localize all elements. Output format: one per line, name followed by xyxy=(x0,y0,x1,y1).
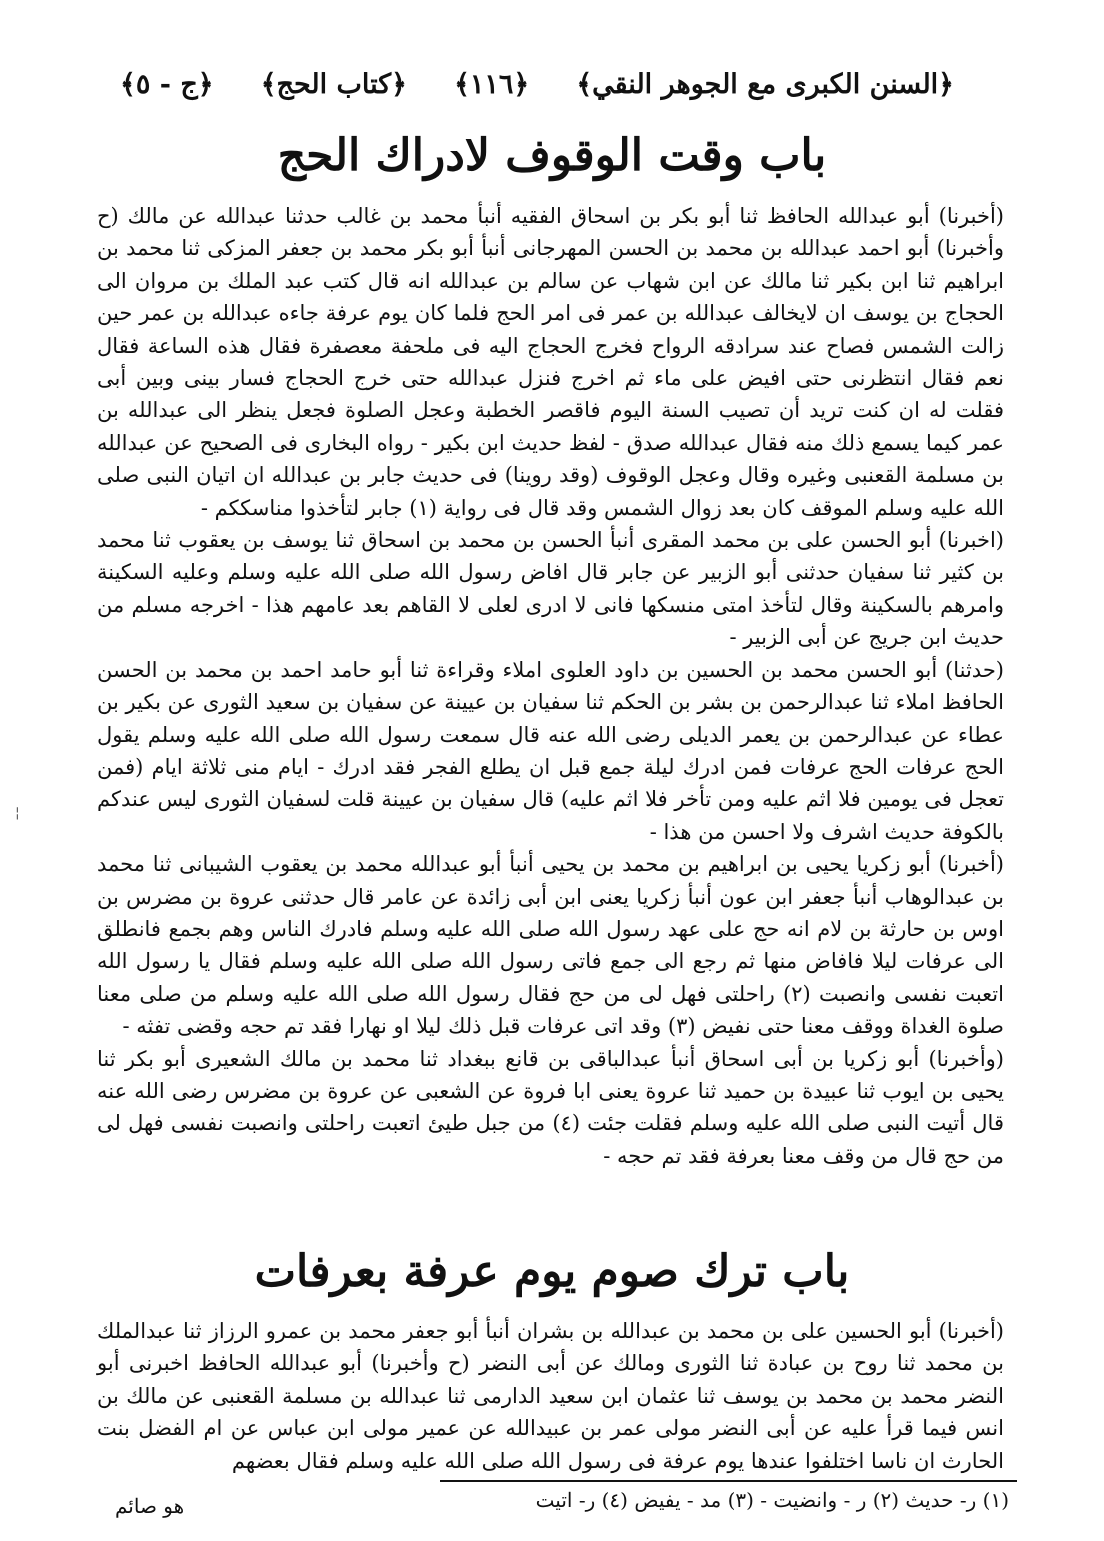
catchword: هو صائم xyxy=(115,1494,185,1518)
paragraph: (اخبرنا) أبو الحسن على بن محمد المقرى أنبأ الحسن بن محمد بن اسحاق ثنا يوسف بن يعقوب ثنا محمد بن كثير ثنا سفيان حدثنى أبو الزبير عن جابر قال افاض رسول الله صلى الله عليه وسلم وعليه السكينة وامرهم بالسكينة وقال لتأخذ امتى منسكها فانى لا ادرى لعلى لا القاهم بعد عامهم هذا - اخرجه مسلم من حديث ابن جريج عن أبى الزبير - xyxy=(97,528,1005,650)
margin-mark: ¦ xyxy=(15,805,20,821)
section-body xyxy=(97,1315,1004,1477)
paragraph: (أخبرنا) أبو الحسين على بن محمد بن عبدالله بن بشران أنبأ أبو جعفر محمد بن عمرو الرزاز ثنا عبدالملك بن محمد ثنا روح بن عبادة ثنا الثورى ومالك عن أبى النضر (ح وأخبرنا) أبو عبدالله الحافظ اخبرنى أبو النضر محمد بن محمد بن يوسف ثنا عثمان ابن سعيد الدارمى ثنا عبدالله بن مسلمة القعنبى عن مالك بن انس فيما قرأ عليه عن أبى النضر مولى عمر بن عبيدالله عن عمير مولى ابن عباس عن ام الفضل بنت الحارث ان ناسا اختلفوا عندها يوم عرفة فى رسول الله صلى الله عليه وسلم فقال بعضهم xyxy=(97,1319,1004,1473)
footnotes: (١) ر- حديث (٢) ر - وانضيت - (٣) مد - يفيض (٤) ر- اتيت xyxy=(535,1488,1009,1512)
section-body xyxy=(97,200,1004,1172)
footnote-divider xyxy=(440,1480,1017,1482)
paragraph: (وأخبرنا) أبو زكريا بن أبى اسحاق أنبأ عبدالباقى بن قانع ببغداد ثنا محمد بن مالك الشعيرى أبو بكر ثنا يحيى بن ايوب ثنا عبيدة بن حميد ثنا عروة يعنى ابا فروة عن الشعبى عن عروة بن مضرس رضى الله عنه قال أتيت النبى صلى الله عليه وسلم فقلت جئت (٤) من جبل طيئ اتعبت راحلتى وانصبت نفسى فهل لى من حج قال من وقف معنا بعرفة فقد تم حجه - xyxy=(97,1046,1004,1168)
section-title: باب وقت الوقوف لادراك الحج xyxy=(277,130,827,181)
header-book-title: ﴿السنن الكبرى مع الجوهر النقي﴾ xyxy=(576,68,954,100)
paragraph: (حدثنا) أبو الحسن محمد بن الحسين بن داود العلوى املاء وقراءة ثنا أبو حامد احمد بن محمد بن الحسن الحافظ املاء ثنا عبدالرحمن بن بشر بن الحكم ثنا سفيان بن عيينة عن سفيان بن سعيد الثورى عن بكير بن عطاء عن عبدالرحمن بن يعمر الديلى رضى الله عنه قال سمعت رسول الله صلى الله عليه وسلم يقول الحج عرفات الحج عرفات فمن ادرك ليلة جمع قبل ان يطلع الفجر فقد ادرك - ايام منى ثلاثة ايام (فمن تعجل فى يومين فلا اثم عليه ومن تأخر فلا اثم عليه) قال سفيان بن عيينة قلت لسفيان الثورى ليس عندكم بالكوفة حديث اشرف ولا احسن من هذا - xyxy=(97,657,1004,844)
paragraph: (أخبرنا) أبو عبدالله الحافظ ثنا أبو بكر بن اسحاق الفقيه أنبأ محمد بن غالب حدثنا عبدالله عن مالك (ح وأخبرنا) أبو احمد عبدالله بن محمد بن الحسن المهرجانى أنبأ أبو بكر محمد بن جعفر المزكى ثنا محمد بن ابراهيم ثنا ابن بكير ثنا مالك عن ابن شهاب عن سالم بن عبدالله انه قال كتب عبد الملك بن مروان الى الحجاج بن يوسف ان لايخالف عبدالله بن عمر فى امر الحج فلما كان يوم عرفة جاءه عبدالله بن عمر حين زالت الشمس فصاح عند سرادقه الرواح فخرج الحجاج اليه فى ملحفة معصفرة فقال هذه الساعة فقال نعم فقال انتظرنى حتى افيض على ماء ثم اخرج فنزل عبدالله حتى خرج الحجاج فسار بينى وبين أبى فقلت له ان كنت تريد أن تصيب السنة اليوم فاقصر الخطبة وعجل الصلوة فجعل ينظر الى عبدالله بن عمر كيما يسمع ذلك منه فقال عبدالله صدق - لفظ حديث ابن بكير - رواه البخارى فى الصحيح عن عبدالله بن مسلمة القعنبى وغيره وقال وعجل الوقوف (وقد روينا) فى حديث جابر بن عبدالله ان اتيان النبى صلى الله عليه وسلم الموقف كان بعد زوال الشمس وقد قال فى رواية (١) جابر لتأخذوا مناسككم - xyxy=(97,204,1005,520)
section-title: باب ترك صوم يوم عرفة بعرفات xyxy=(254,1246,850,1297)
paragraph: (أخبرنا) أبو زكريا يحيى بن ابراهيم بن محمد بن يحيى أنبأ أبو عبدالله محمد بن يعقوب الشيبانى ثنا محمد بن عبدالوهاب أنبأ جعفر ابن عون أنبأ زكريا يعنى ابن أبى زائدة عن عامر قال حدثنى عروة بن مضرس بن اوس بن حارثة بن لام انه حج على عهد رسول الله صلى الله عليه وسلم فادرك الناس وهم بجمع فانطلق الى عرفات ليلا فافاض منها ثم رجع الى جمع فاتى رسول الله صلى الله عليه وسلم فقال يا رسول الله اتعبت نفسى وانصبت (٢) راحلتى فهل لى من حج فقال رسول الله صلى الله عليه وسلم من صلى معنا صلوة الغداة ووقف معنا حتى نفيض (٣) وقد اتى عرفات قبل ذلك ليلا او نهارا فقد تم حجه وقضى تفثه - xyxy=(97,852,1004,1039)
header-volume: ﴿ج - ٥﴾ xyxy=(120,68,214,100)
header-page-number: ﴿١١٦﴾ xyxy=(454,68,530,100)
header-chapter: ﴿كتاب الحج﴾ xyxy=(260,68,407,100)
running-header xyxy=(120,62,954,106)
